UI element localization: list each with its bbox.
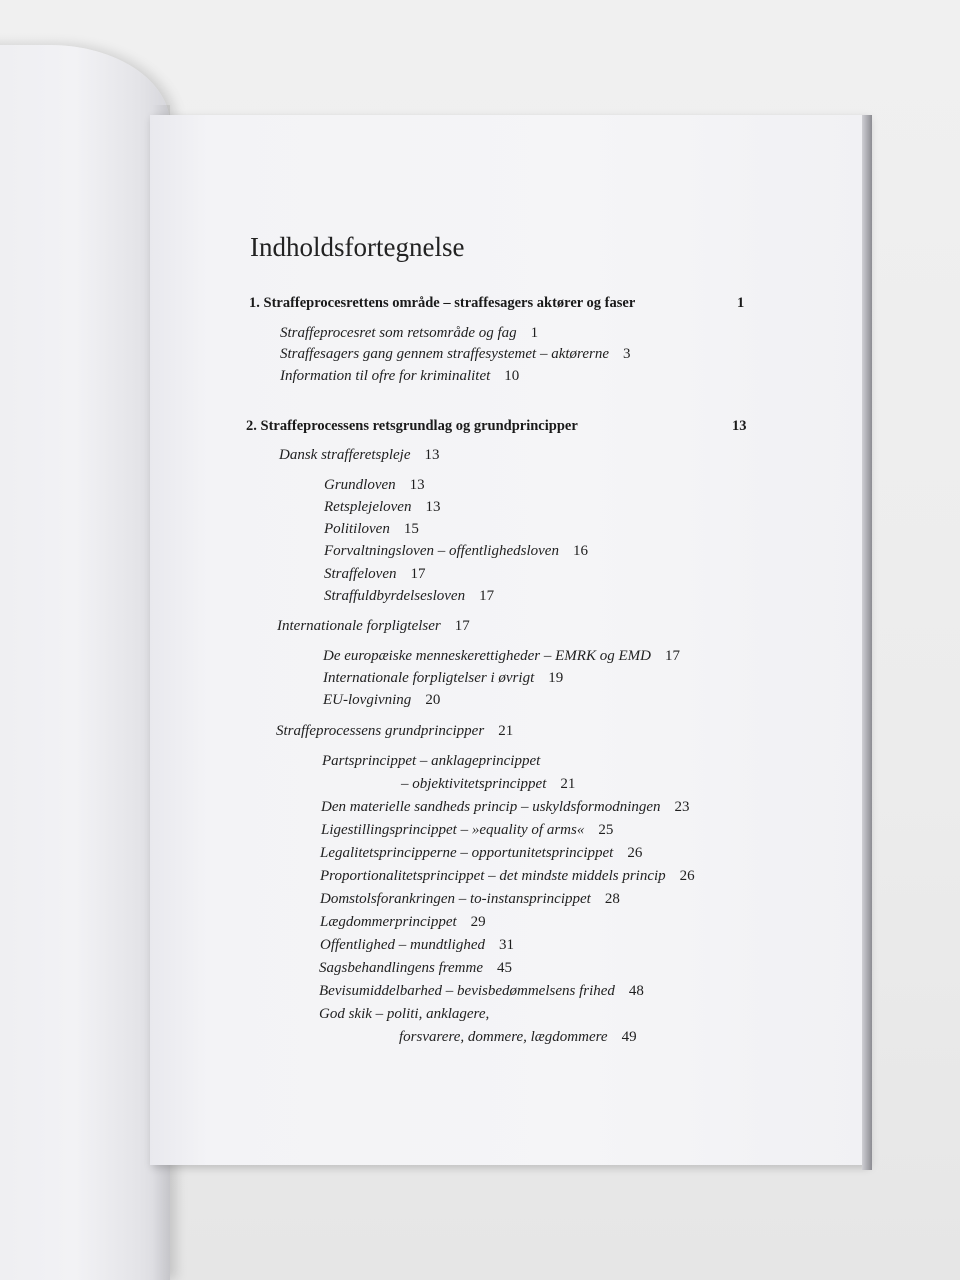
toc-entry-label: Straffeprocesret som retsområde og fag (280, 325, 517, 341)
toc-entry-page: 17 (664, 648, 680, 664)
page-title: Indholdsfortegnelse (250, 232, 465, 262)
toc-entry-label: Internationale forpligtelser i øvrigt (323, 670, 535, 686)
toc-entry-label: Legalitetsprincipperne – opportunitetsprincippet (320, 845, 614, 861)
toc-subentry (324, 519, 419, 539)
toc-entry-label-continuation: forsvarere, dommere, lægdommere (399, 1029, 608, 1045)
toc-entry-page: 45 (497, 960, 513, 976)
toc-subentry (320, 889, 620, 909)
toc-entry-label: Internationale forpligtelser (277, 618, 441, 634)
toc-entry-label: Information til ofre for kriminalitet (280, 368, 491, 384)
chapter-page-number: 1 (737, 295, 745, 311)
toc-entry-page: 21 (498, 723, 514, 739)
toc-entry-page: 1 (530, 325, 539, 341)
toc-subentry (323, 668, 563, 688)
toc-entry-page: 13 (425, 499, 441, 515)
toc-entry-label: Straffesagers gang gennem straffesystemet – aktørerne (280, 346, 609, 362)
toc-entry-label: Forvaltningsloven – offentlighedsloven (324, 543, 559, 559)
toc-entry-page: 29 (470, 914, 486, 930)
toc-entry (280, 344, 630, 364)
toc-subentry-continuation (399, 1027, 637, 1047)
toc-entry-label: Ligestillingsprincippet – »equality of arms« (321, 822, 585, 838)
chapter-page-number: 13 (732, 418, 747, 434)
toc-entry-page: 21 (560, 776, 576, 792)
toc-entry-label: Bevisumiddelbarhed – bevisbedømmelsens frihed (319, 983, 615, 999)
toc-entry-page: 20 (425, 692, 441, 708)
toc-section (276, 721, 513, 741)
toc-subentry (324, 541, 588, 561)
toc-section (279, 445, 440, 465)
toc-entry-page: 25 (598, 822, 614, 838)
toc-subentry (320, 912, 486, 932)
toc-subentry-continuation (401, 774, 575, 794)
toc-entry-page: 26 (627, 845, 643, 861)
toc-entry-label: De europæiske menneskerettigheder – EMRK og EMD (323, 648, 651, 664)
toc-entry-page: 23 (674, 799, 690, 815)
toc-subentry (319, 958, 512, 978)
toc-subentry (321, 820, 613, 840)
toc-entry-label: Grundloven (324, 477, 396, 493)
toc-subentry (320, 843, 642, 863)
toc-entry-page: 3 (622, 346, 631, 362)
toc-entry (280, 366, 519, 386)
toc-entry-label: EU-lovgivning (323, 692, 412, 708)
page-edge (862, 115, 872, 1170)
toc-entry-page: 13 (424, 447, 440, 463)
toc-entry-label: Politiloven (324, 521, 390, 537)
chapter-title: 2. Straffeprocessens retsgrundlag og grundprincipper (246, 418, 578, 434)
left-page (0, 45, 170, 1280)
toc-entry-label: Sagsbehandlingens fremme (319, 960, 484, 976)
toc-subentry (323, 646, 680, 666)
toc-subentry (319, 981, 644, 1001)
toc-entry-label: Domstolsforankringen – to-instansprincippet (320, 891, 591, 907)
toc-entry-page: 31 (498, 937, 514, 953)
toc-subentry (321, 797, 690, 817)
toc-entry-page: 26 (679, 868, 695, 884)
toc-entry-page: 17 (410, 566, 426, 582)
toc-entry-label: Retsplejeloven (324, 499, 412, 515)
toc-subentry (324, 475, 425, 495)
book-page (150, 115, 868, 1165)
toc-subentry (320, 866, 695, 886)
toc-entry-page: 15 (403, 521, 419, 537)
toc-entry-page: 49 (621, 1029, 637, 1045)
toc-entry-label-continuation: – objektivitetsprincippet (401, 776, 547, 792)
toc-entry-label: Partsprincippet – anklageprincippet (322, 753, 541, 769)
toc-subentry (319, 1004, 489, 1024)
toc-entry-page: 19 (548, 670, 564, 686)
toc-entry-page: 28 (604, 891, 620, 907)
toc-entry-label: Lægdommerprincippet (320, 914, 457, 930)
toc-subentry (323, 690, 440, 710)
toc-subentry (322, 751, 540, 771)
toc-subentry (324, 564, 425, 584)
toc-subentry (320, 935, 514, 955)
toc-entry-page: 13 (409, 477, 425, 493)
toc-entry-label: Straffeprocessens grundprincipper (276, 723, 485, 739)
toc-entry-page: 16 (572, 543, 588, 559)
toc-entry-page: 17 (479, 588, 495, 604)
toc-entry-label: God skik – politi, anklagere, (319, 1006, 490, 1022)
toc-subentry (324, 586, 494, 606)
toc-entry-label: Offentlighed – mundtlighed (320, 937, 485, 953)
toc-section (277, 616, 470, 636)
toc-entry-label: Dansk strafferetspleje (279, 447, 411, 463)
toc-entry-label: Proportionalitetsprincippet – det mindste middels princip (320, 868, 666, 884)
toc-entry-label: Straffeloven (324, 566, 397, 582)
toc-entry-label: Den materielle sandheds princip – uskyldsformodningen (321, 799, 661, 815)
toc-entry-label: Straffuldbyrdelsesloven (324, 588, 466, 604)
toc-entry-page: 17 (454, 618, 470, 634)
toc-subentry (324, 497, 440, 517)
toc-entry-page: 48 (628, 983, 644, 999)
toc-entry-page: 10 (504, 368, 520, 384)
toc-entry (280, 323, 538, 343)
chapter-title: 1. Straffeprocesrettens område – straffesagers aktører og faser (249, 295, 636, 311)
